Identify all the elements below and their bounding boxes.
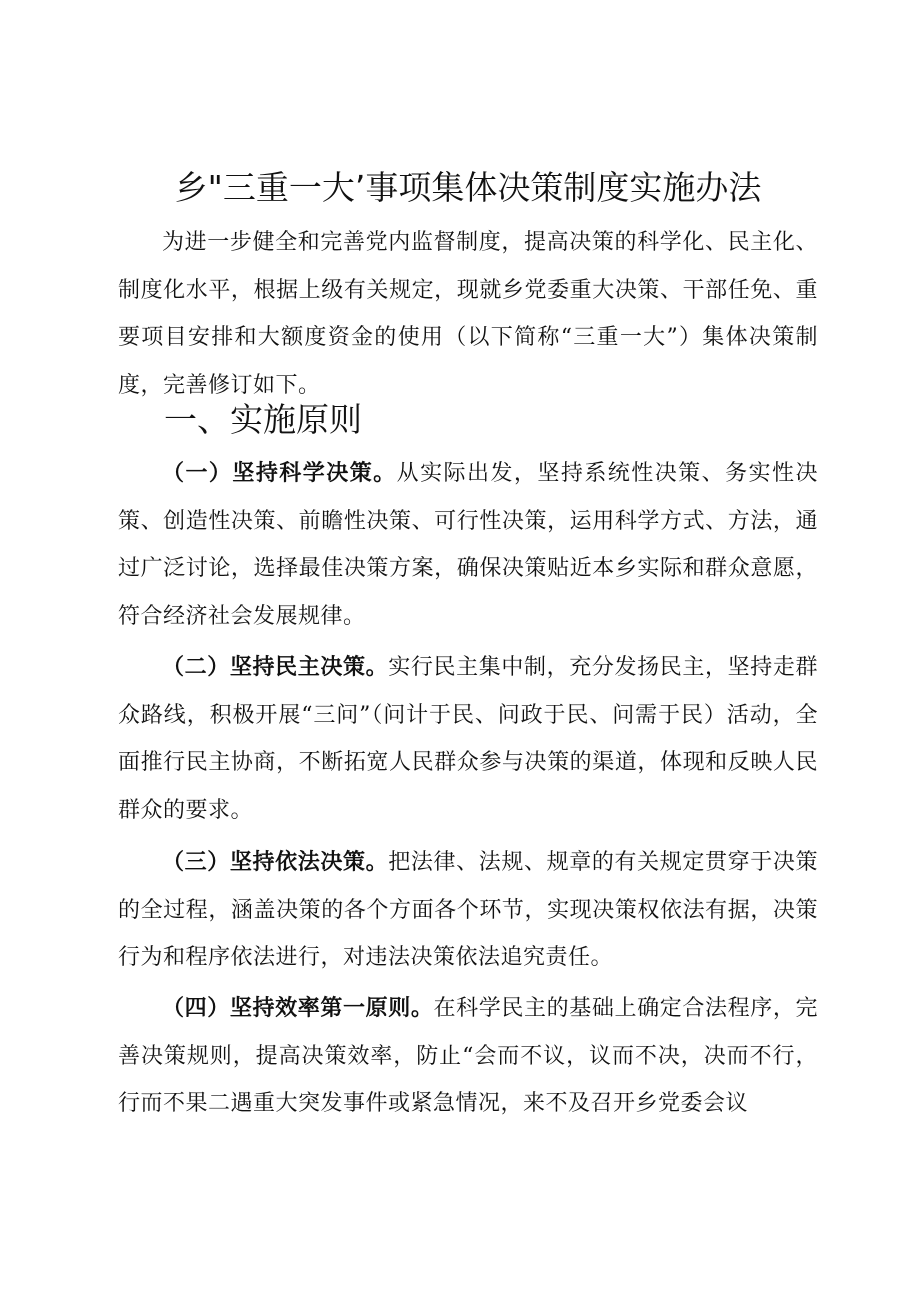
principle-lead-4: （四）坚持效率第一原则。 bbox=[162, 996, 434, 1021]
principle-paragraph-3 bbox=[118, 839, 818, 982]
principle-lead-3: （三）坚持依法决策。 bbox=[162, 850, 389, 875]
document-title: 乡"三重一大’事项集体决策制度实施办法 bbox=[174, 168, 762, 207]
principle-paragraph-2 bbox=[118, 644, 818, 834]
principle-lead-1: （一）坚持科学决策。 bbox=[162, 461, 397, 486]
principle-paragraph-1 bbox=[118, 450, 818, 640]
principle-body-4: 在科学民主的基础上确定合法程序，完善决策规则，提高决策效率，防止“会而不议，议而不决，决而不行，行而不果二遇重大突发事件或紧急情况，来不及召开乡党委会议 bbox=[118, 996, 818, 1116]
intro-paragraph: 为进一步健全和完善党内监督制度，提高决策的科学化、民主化、制度化水平，根据上级有关规定，现就乡党委重大决策、干部任免、重要项目安排和大额度资金的使用（以下简称“三重一大”）集体决策制度，完善修订如下。 bbox=[118, 230, 818, 398]
principle-lead-2: （二）坚持民主决策。 bbox=[162, 655, 389, 680]
principle-body-1: 从实际出发，坚持系统性决策、务实性决策、创造性决策、前瞻性决策、可行性决策，运用科学方式、方法，通过广泛讨论，选择最佳决策方案，确保决策贴近本乡实际和群众意愿，符合经济社会发展规律。 bbox=[118, 461, 818, 629]
section-heading: 一、实施原则 bbox=[164, 400, 362, 439]
principle-body-3: 把法律、法规、规章的有关规定贯穿于决策的全过程，涵盖决策的各个方面各个环节，实现决策权依法有据，决策行为和程序依法进行，对违法决策依法追究责任。 bbox=[118, 850, 818, 970]
principle-paragraph-4 bbox=[118, 985, 818, 1128]
principle-body-2: 实行民主集中制，充分发扬民主，坚持走群众路线，积极开展“三问”（问计于民、问政于民、问需于民）活动，全面推行民主协商，不断拓宽人民群众参与决策的渠道，体现和反映人民群众的要求。 bbox=[118, 655, 818, 823]
